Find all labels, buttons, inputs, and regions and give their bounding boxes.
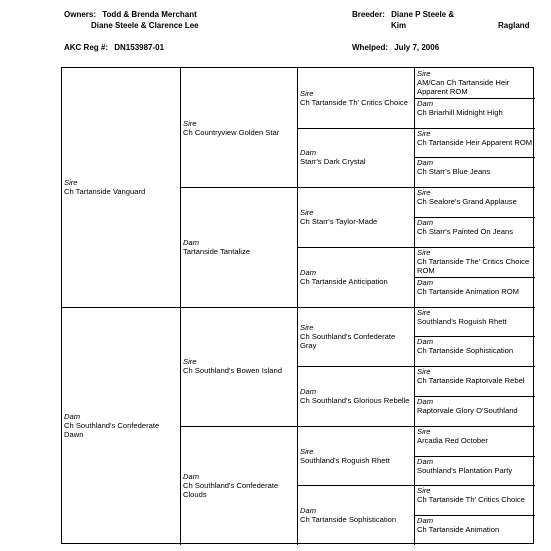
row-divider [415,157,535,158]
relation-label: Dam [417,516,434,526]
breeder-value: Diane P Steele & [391,10,455,19]
relation-label: Sire [300,322,314,332]
dog-name: Ch Tartanside Animation [417,525,500,535]
gen3-dam-cell [298,247,415,307]
dog-name: AM/Can Ch Tartanside Heir Apparent ROM [417,78,510,96]
gen2-dam-cell [181,187,298,306]
gen3-sire-cell [298,187,415,247]
breeder-line2: Kim [391,21,407,30]
row-divider [415,515,535,516]
pedigree-table [61,67,534,544]
relation-label: Dam [417,337,434,347]
row-divider [415,396,535,397]
row-divider [415,247,535,248]
relation-label: Dam [417,158,434,168]
breeder-surname: Ragland [498,21,530,30]
row-divider [415,277,535,278]
akc-reg [64,43,164,53]
dog-name: Southland's Roguish Rhett [417,316,507,326]
dog-name: Southland's Plantation Party [417,465,513,475]
breeder-label: Breeder: [352,10,385,19]
gen4-sire-cell [415,426,535,456]
akc-label: AKC Reg #: [64,43,109,52]
dog-name: Ch Starr's Painted On Jeans [417,227,513,237]
gen4-sire-cell [415,307,535,337]
gen3-dam-cell [298,128,415,188]
akc-value: DN153987-01 [114,43,165,52]
row-divider [415,217,535,218]
gen4-dam-cell [415,336,535,366]
row-divider [415,426,535,427]
dog-name: Starr's Dark Crystal [300,157,366,167]
relation-label: Dam [300,267,317,277]
gen4-sire-cell [415,247,535,277]
relation-label: Sire [417,426,431,436]
relation-label: Dam [417,456,434,466]
relation-label: Dam [300,386,317,396]
relation-label: Dam [417,218,434,228]
gen2-sire-cell [181,68,298,187]
row-divider [415,128,535,129]
dog-name: Ch Tartanside Raptorvale Rebel [417,376,525,386]
gen4-sire-cell [415,187,535,217]
dog-name: Arcadia Red October [417,435,488,445]
owners-block [64,10,197,20]
dog-name: Ch Starr's Blue Jeans [417,167,491,177]
relation-label: Sire [417,307,431,317]
owners-line1: Todd & Brenda Merchant [102,10,197,19]
dog-name: Ch Tartanside Sophistication [417,346,514,356]
dog-name: Ch Tartanside Vanguard [64,187,146,197]
gen4-sire-cell [415,68,535,98]
gen4-dam-cell [415,157,535,187]
dog-name: Ch Briarhill Midnight High [417,107,503,117]
gen3-dam-cell [298,366,415,426]
whelped [352,43,439,53]
whelped-label: Whelped: [352,43,388,52]
relation-label: Sire [417,247,431,257]
gen4-dam-cell [415,217,535,247]
dog-name: Ch Tartanside Th' Critics Choice [417,495,525,505]
gen4-sire-cell [415,366,535,396]
gen3-sire-cell [298,68,415,128]
row-divider [415,485,535,486]
gen2-sire-cell [181,307,298,426]
relation-label: Sire [183,357,197,367]
gen4-dam-cell [415,515,535,545]
dog-name: Ch Countryview Golden Star [183,127,280,137]
relation-label: Dam [183,471,200,481]
dog-name: Ch Southland's Glorious Rebelle [300,395,410,405]
dog-name: Tartanside Tantalize [183,246,250,256]
relation-label: Dam [64,412,81,422]
relation-label: Dam [183,237,200,247]
relation-label: Sire [417,188,431,198]
gen4-sire-cell [415,128,535,158]
relation-label: Sire [300,88,314,98]
row-divider [415,187,535,188]
relation-label: Sire [300,446,314,456]
dog-name: Ch Tartanside The' Critics Choice ROM [417,256,530,275]
relation-label: Sire [183,118,197,128]
relation-label: Dam [417,396,434,406]
gen4-sire-cell [415,485,535,515]
relation-label: Dam [417,98,434,108]
dog-name: Ch Tartanside Anticipation [300,276,388,286]
gen1-dam-cell [62,307,181,546]
breeder-block [352,10,454,20]
relation-label: Sire [300,208,314,218]
dog-name: Southland's Roguish Rhett [300,455,390,465]
gen2-dam-cell [181,426,298,545]
relation-label: Dam [417,277,434,287]
row-divider [415,307,535,308]
relation-label: Sire [417,367,431,377]
dog-name: Ch Tartanside Animation ROM [417,286,519,296]
dog-name: Ch Southland's Confederate Gray [300,331,396,350]
gen4-dam-cell [415,277,535,307]
relation-label: Sire [417,69,431,78]
relation-label: Sire [417,128,431,138]
dog-name: Ch Tartanside Heir Apparent ROM [417,137,533,147]
dog-name: Raptorvale Glory O'Southland [417,405,518,415]
relation-label: Dam [300,148,317,158]
owners-label: Owners: [64,10,97,19]
gen3-sire-cell [298,426,415,486]
dog-name: Ch Southland's Bowen Island [183,366,282,376]
whelped-value: July 7, 2006 [394,43,440,52]
gen3-dam-cell [298,485,415,545]
row-divider [415,336,535,337]
owners-line2: Diane Steele & Clarence Lee [91,21,199,30]
gen3-sire-cell [298,307,415,367]
row-divider [415,456,535,457]
relation-label: Sire [64,178,78,188]
dog-name: Ch Southland's Confederate Dawn [64,421,160,440]
dog-name: Ch Tartanside Th' Critics Choice [300,97,408,107]
row-divider [415,98,535,99]
gen4-dam-cell [415,396,535,426]
relation-label: Dam [300,506,317,516]
dog-name: Ch Tartanside Sophistication [300,515,397,525]
relation-label: Sire [417,486,431,496]
gen1-sire-cell [62,68,181,307]
row-divider [415,366,535,367]
dog-name: Ch Southland's Confederate Clouds [183,480,279,499]
dog-name: Ch Sealore's Grand Applause [417,197,517,207]
gen4-dam-cell [415,98,535,128]
gen4-dam-cell [415,456,535,486]
dog-name: Ch Starr's Taylor-Made [300,217,378,227]
